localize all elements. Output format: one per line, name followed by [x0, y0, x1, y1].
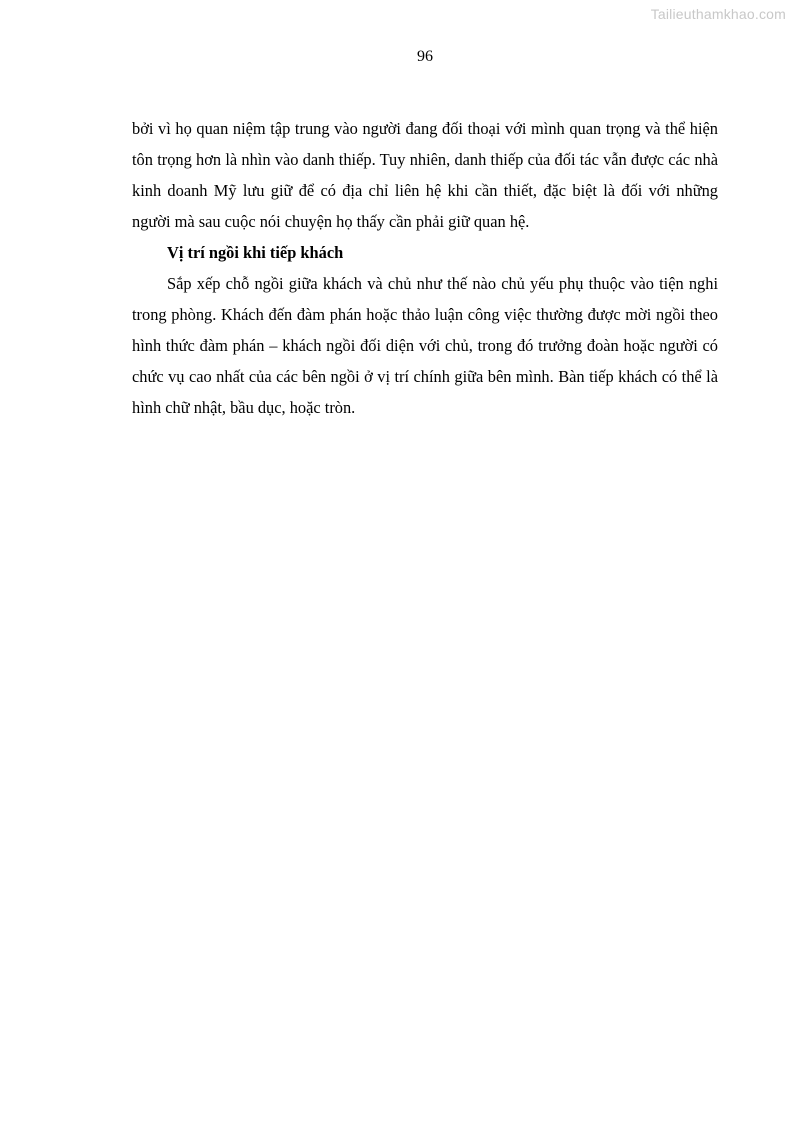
- watermark: Tailieuthamkhao.com: [650, 6, 786, 22]
- section-heading: Vị trí ngồi khi tiếp khách: [167, 243, 344, 262]
- paragraph-continued: bởi vì họ quan niệm tập trung vào người đang đối thoại với mình quan trọng và thể hiện tôn trọng hơn là nhìn vào danh thiếp. Tuy nhiên, danh thiếp của đối tác vẫn được các nhà kinh doanh Mỹ lưu giữ để có địa chỉ liên hệ khi cần thiết, đặc biệt là đối với những người mà sau cuộc nói chuyện họ thấy cần phải giữ quan hệ.: [132, 119, 718, 231]
- page-number: 96: [417, 48, 433, 65]
- document-body: [132, 113, 718, 423]
- paragraph-seating: Sắp xếp chỗ ngồi giữa khách và chủ như thế nào chủ yếu phụ thuộc vào tiện nghi trong phòng. Khách đến đàm phán hoặc thảo luận công việc thường được mời ngồi theo hình thức đàm phán – khách ngồi đối diện với chủ, trong đó trưởng đoàn hoặc người có chức vụ cao nhất của các bên ngồi ở vị trí chính giữa bên mình. Bàn tiếp khách có thể là hình chữ nhật, bầu dục, hoặc tròn.: [132, 274, 718, 417]
